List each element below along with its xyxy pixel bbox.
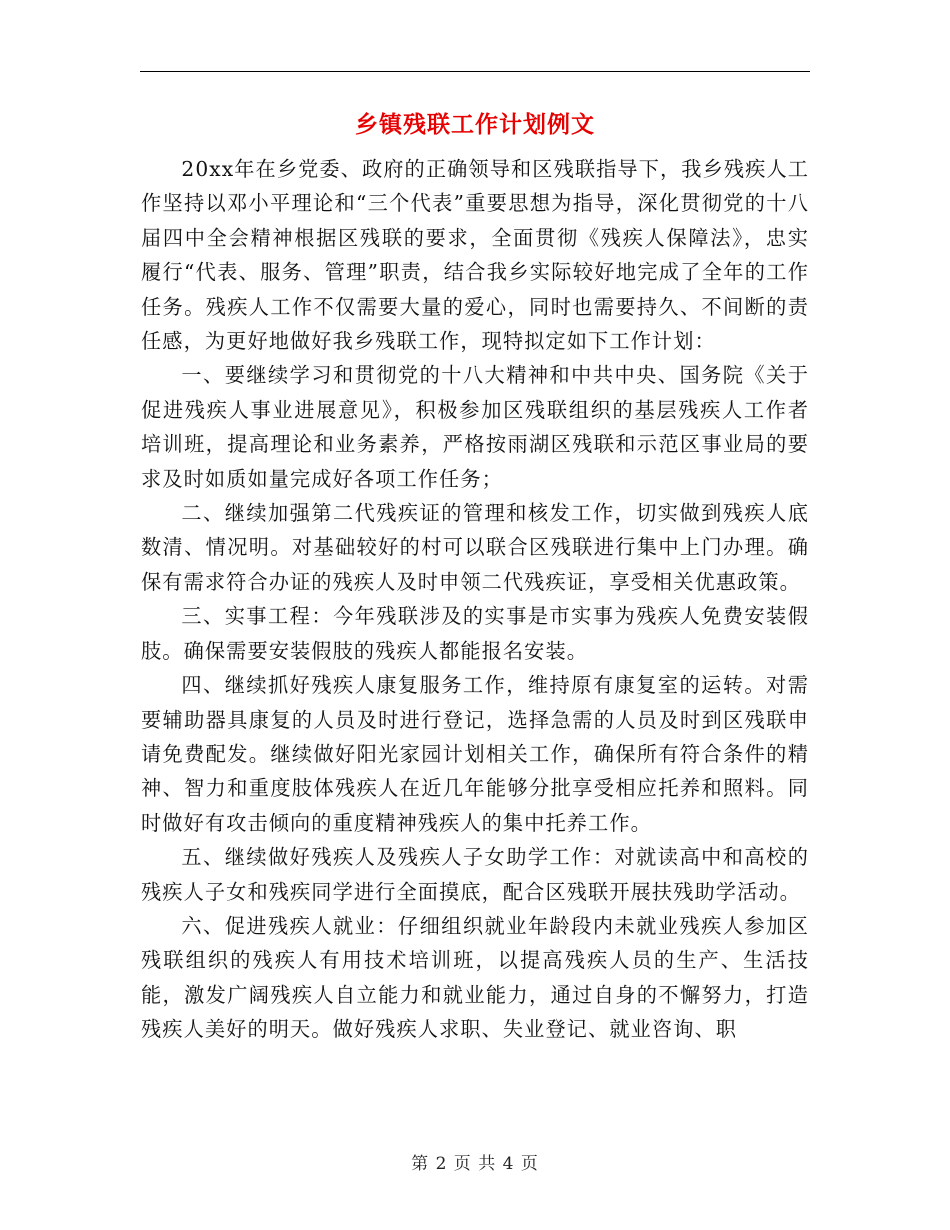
header-rule	[140, 71, 810, 72]
paragraph-item-5: 五、继续做好残疾人及残疾人子女助学工作：对就读高中和高校的残疾人子女和残疾同学进行全面摸底，配合区残联开展扶残助学活动。	[141, 845, 809, 904]
paragraph-item-4: 四、继续抓好残疾人康复服务工作，维持原有康复室的运转。对需要辅助器具康复的人员及时进行登记，选择急需的人员及时到区残联申请免费配发。继续做好阳光家园计划相关工作，确保所有符合条件的精神、智力和重度肢体残疾人在近几年能够分批享受相应托养和照料。同时做好有攻击倾向的重度精神残疾人的集中托养工作。	[141, 673, 809, 835]
paragraph-item-3: 三、实事工程：今年残联涉及的实事是市实事为残疾人免费安装假肢。确保需要安装假肢的残疾人都能报名安装。	[141, 604, 809, 663]
document-title: 乡镇残联工作计划例文	[355, 112, 595, 138]
paragraph-item-6: 六、促进残疾人就业：仔细组织就业年龄段内未就业残疾人参加区残联组织的残疾人有用技术培训班，以提高残疾人员的生产、生活技能，激发广阔残疾人自立能力和就业能力，通过自身的不懈努力，打造残疾人美好的明天。做好残疾人求职、失业登记、就业咨询、职	[141, 913, 809, 1042]
document-body	[141, 152, 809, 1047]
paragraph-intro: 20xx年在乡党委、政府的正确领导和区残联指导下，我乡残疾人工作坚持以邓小平理论和“三个代表”重要思想为指导，深化贯彻党的十八届四中全会精神根据区残联的要求，全面贯彻《残疾人保障法》，忠实履行“代表、服务、管理”职责，结合我乡实际较好地完成了全年的工作任务。残疾人工作不仅需要大量的爱心，同时也需要持久、不间断的责任感，为更好地做好我乡残联工作，现特拟定如下工作计划：	[141, 157, 810, 354]
page-number-footer: 第 2 页 共 4 页	[411, 1154, 539, 1174]
paragraph-item-2: 二、继续加强第二代残疾证的管理和核发工作，切实做到残疾人底数清、情况明。对基础较好的村可以联合区残联进行集中上门办理。确保有需求符合办证的残疾人及时申领二代残疾证，享受相关优惠政策。	[141, 501, 809, 594]
paragraph-item-1: 一、要继续学习和贯彻党的十八大精神和中共中央、国务院《关于促进残疾人事业进展意见》，积极参加区残联组织的基层残疾人工作者培训班，提高理论和业务素养，严格按雨湖区残联和示范区事业局的要求及时如质如量完成好各项工作任务；	[141, 363, 809, 491]
